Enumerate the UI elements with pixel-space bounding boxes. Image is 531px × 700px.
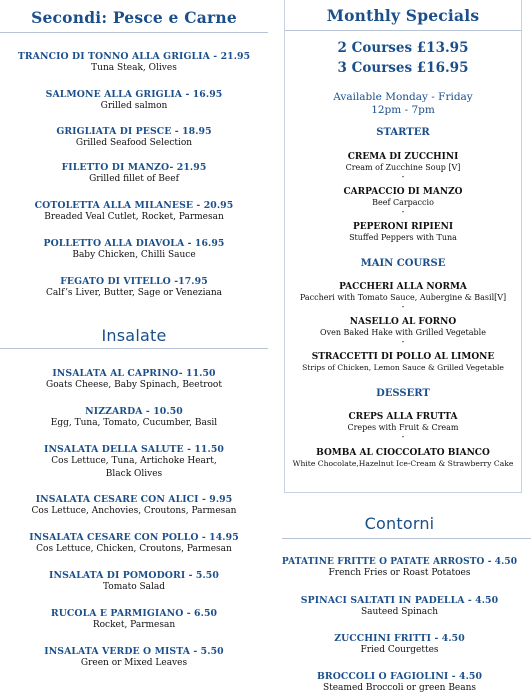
separator: - xyxy=(401,432,405,441)
dish-description: Crepes with Fruit & Cream xyxy=(347,423,459,432)
dish-name: FEGATO DI VITELLO -17.95 xyxy=(60,276,208,287)
availability-days: Available Monday - Friday xyxy=(333,91,473,103)
dish-name: TRANCIO DI TONNO ALLA GRIGLIA - 21.95 xyxy=(17,51,251,62)
dish-description: Grilled fillet of Beef xyxy=(89,174,179,184)
menu-item xyxy=(0,126,268,150)
menu-item xyxy=(268,595,531,619)
dish-description: Stuffed Peppers with Tuna xyxy=(349,233,457,242)
dish-description: Calf’s Liver, Butter, Sage or Veneziana xyxy=(45,288,223,298)
dish xyxy=(285,448,521,469)
dish-name: INSALATA VERDE O MISTA - 5.50 xyxy=(44,646,224,657)
dish-description: White Chocolate,Hazelnut Ice-Cream & Strawberry Cake xyxy=(292,459,514,468)
dish-name: POLLETTO ALLA DIAVOLA - 16.95 xyxy=(43,238,225,249)
menu-item xyxy=(0,89,268,113)
dish-description: Sauteed Spinach xyxy=(360,607,439,617)
menu-item xyxy=(0,406,268,430)
dish-name: PATATINE FRITTE O PATATE ARROSTO - 4.50 xyxy=(281,557,518,567)
contorni-rule xyxy=(282,538,531,539)
dish-name: CREPS ALLA FRUTTA xyxy=(348,412,458,422)
dish xyxy=(285,412,521,441)
dish-name: GRIGLIATA DI PESCE - 18.95 xyxy=(56,126,212,137)
dish-description: Oven Baked Hake with Grilled Vegetable xyxy=(320,328,486,337)
dish xyxy=(285,187,521,216)
dish-description: Paccheri with Tomato Sauce, Aubergine & Basil[V] xyxy=(299,293,507,302)
insalate-rule xyxy=(0,348,268,349)
menu-item xyxy=(0,51,268,75)
dish-description: Cream of Zucchine Soup [V] xyxy=(345,163,461,172)
three-course-price: 3 Courses £16.95 xyxy=(337,60,469,76)
dish-description: Cos Lettuce, Anchovies, Croutons, Parmesan xyxy=(31,506,237,516)
dish-name: NIZZARDA - 10.50 xyxy=(85,406,183,417)
dish xyxy=(285,282,521,311)
dish-name: COTOLETTA ALLA MILANESE - 20.95 xyxy=(34,200,234,211)
dish-name: BOMBA AL CIOCCOLATO BIANCO xyxy=(316,448,490,458)
dish-name: PACCHERI ALLA NORMA xyxy=(339,282,467,292)
menu-item xyxy=(0,200,268,224)
dish-description: Cos Lettuce, Chicken, Croutons, Parmesan xyxy=(36,544,232,554)
menu-item xyxy=(268,633,531,657)
starter-heading: STARTER xyxy=(376,127,430,138)
dish-description: Grilled Seafood Selection xyxy=(75,138,193,148)
menu-item xyxy=(268,557,531,580)
menu-item xyxy=(0,494,268,518)
main-course-heading: MAIN COURSE xyxy=(360,258,446,269)
dish-name: INSALATA DI POMODORI - 5.50 xyxy=(49,570,219,581)
menu-item xyxy=(268,671,531,695)
monthly-specials-box xyxy=(284,0,522,493)
dish-name: CARPACCIO DI MANZO xyxy=(343,187,463,197)
menu-item xyxy=(0,532,268,556)
dish-name: PEPERONI RIPIENI xyxy=(352,222,454,232)
dish xyxy=(285,317,521,346)
dish-description: Cos Lettuce, Tuna, Artichoke Heart, xyxy=(51,456,217,466)
dish-description: Beef Carpaccio xyxy=(372,198,434,207)
separator: - xyxy=(401,207,405,216)
dish-name: NASELLO AL FORNO xyxy=(349,317,457,327)
dish-description: Steamed Broccoli or green Beans xyxy=(322,683,477,693)
dish xyxy=(285,222,521,243)
dish-description: Rocket, Parmesan xyxy=(92,620,176,630)
dish xyxy=(285,152,521,181)
dish-name: SALMONE ALLA GRIGLIA - 16.95 xyxy=(45,89,223,100)
dish-name: INSALATA AL CAPRINO- 11.50 xyxy=(52,368,216,379)
dish-description: French Fries or Roast Potatoes xyxy=(328,568,471,578)
dish-description: Strips of Chicken, Lemon Sauce & Grilled Vegetable xyxy=(302,363,504,372)
dish-description: Baby Chicken, Chilli Sauce xyxy=(72,250,196,260)
dish-description: Tuna Steak, Olives xyxy=(91,63,177,73)
dish-name: SPINACI SALTATI IN PADELLA - 4.50 xyxy=(300,595,499,606)
menu-item xyxy=(0,162,268,186)
dish xyxy=(285,352,521,373)
dish-description: Goats Cheese, Baby Spinach, Beetroot xyxy=(46,380,222,390)
dish-description: Tomato Salad xyxy=(102,582,166,592)
dish-name: INSALATA CESARE CON POLLO - 14.95 xyxy=(29,532,239,543)
specials-rule xyxy=(285,30,521,31)
availability-hours: 12pm - 7pm xyxy=(371,104,435,116)
dish-name: FILETTO DI MANZO- 21.95 xyxy=(61,162,207,173)
dish-description: Fried Courgettes xyxy=(360,645,439,655)
menu-item xyxy=(0,276,268,300)
dish-name: INSALATA CESARE CON ALICI - 9.95 xyxy=(35,494,233,505)
secondi-title: Secondi: Pesce e Carne xyxy=(31,8,237,27)
dish-description: Breaded Veal Cutlet, Rocket, Parmesan xyxy=(44,212,224,222)
contorni-title: Contorni xyxy=(364,514,435,533)
menu-item xyxy=(0,368,268,392)
two-course-price: 2 Courses £13.95 xyxy=(337,40,469,56)
dish-name: BROCCOLI O FAGIOLINI - 4.50 xyxy=(316,671,483,682)
dish-name: ZUCCHINI FRITTI - 4.50 xyxy=(334,633,465,644)
dish-description: Grilled salmon xyxy=(100,101,168,111)
separator: - xyxy=(401,337,405,346)
dish-name: STRACCETTI DI POLLO AL LIMONE xyxy=(311,352,495,362)
menu-item xyxy=(0,646,268,670)
dish-name: INSALATA DELLA SALUTE - 11.50 xyxy=(44,444,224,455)
dish-description: Black Olives xyxy=(105,469,163,479)
menu-item xyxy=(0,608,268,632)
dish-name: RUCOLA E PARMIGIANO - 6.50 xyxy=(50,608,218,619)
menu-item xyxy=(0,444,268,481)
specials-title: Monthly Specials xyxy=(326,6,480,25)
dish-description: Green or Mixed Leaves xyxy=(80,658,188,668)
dessert-heading: DESSERT xyxy=(376,388,430,399)
menu-item xyxy=(0,570,268,594)
insalate-title: Insalate xyxy=(101,326,167,345)
separator: - xyxy=(401,302,405,311)
separator: - xyxy=(401,172,405,181)
dish-name: CREMA DI ZUCCHINI xyxy=(347,152,459,162)
secondi-rule xyxy=(0,32,268,33)
menu-item xyxy=(0,238,268,262)
dish-description: Egg, Tuna, Tomato, Cucumber, Basil xyxy=(50,418,218,428)
